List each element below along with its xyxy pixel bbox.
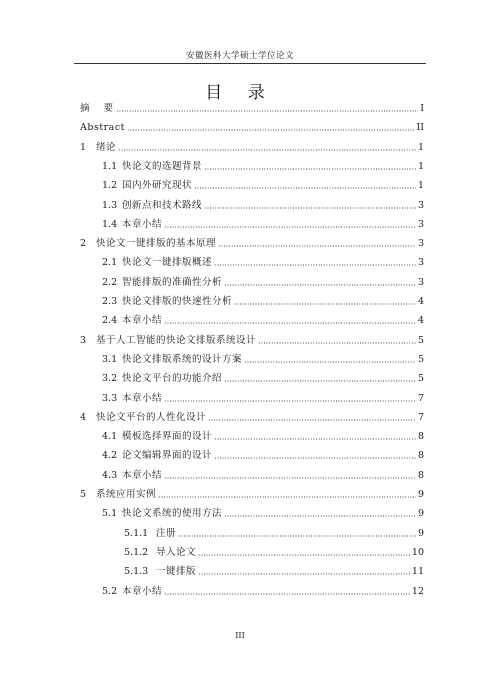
toc-entry-number: 5.2: [102, 585, 118, 597]
toc-entry[interactable]: [102, 506, 424, 520]
toc-entry[interactable]: [80, 236, 424, 250]
toc-entry[interactable]: [80, 487, 424, 501]
toc-entry-page: 8: [417, 431, 424, 443]
toc-entry[interactable]: [102, 391, 424, 405]
toc-title: 目 录: [205, 83, 275, 103]
toc-entry-page: 12: [411, 585, 424, 597]
dot-leader: [224, 515, 416, 517]
toc-entry-number: 2.1: [102, 257, 118, 269]
toc-entry-page: II: [416, 122, 424, 134]
toc-entry-label: 基于人工智能的快论文排版系统设计: [96, 334, 257, 346]
dot-leader: [164, 593, 410, 595]
toc-entry-page: 7: [417, 411, 424, 423]
toc-entry[interactable]: [102, 429, 424, 443]
toc-entry[interactable]: [102, 275, 424, 289]
dot-leader: [204, 168, 416, 170]
toc-entry-page: 1: [417, 180, 424, 192]
toc-entry-label: 快论文的选题背景: [122, 160, 203, 172]
toc-entry-number: 1.1: [102, 160, 118, 172]
header-rule: [74, 63, 426, 64]
dot-leader: [164, 477, 416, 479]
toc-entry-label: 创新点和技术路线: [122, 199, 203, 211]
toc-entry-label: 系统应用实例: [96, 489, 157, 500]
toc-entry-page: 11: [411, 566, 424, 578]
toc-entry-number: 5.1.2: [124, 546, 149, 558]
dot-leader: [214, 264, 416, 266]
toc-entry-label: 智能排版的准确性分析: [122, 276, 223, 288]
toc-entry-label: 一键排版: [156, 566, 197, 578]
dot-leader: [127, 129, 415, 131]
toc-entry[interactable]: [102, 584, 424, 598]
toc-entry-number: 3: [80, 334, 87, 346]
dot-leader: [214, 457, 416, 459]
toc-entry-number: 1.4: [102, 218, 118, 230]
dot-leader: [158, 496, 416, 498]
toc-entry-number: 4.3: [102, 469, 118, 481]
toc-entry-page: 9: [417, 527, 424, 539]
toc-entry[interactable]: [102, 217, 424, 231]
toc-entry-label: 快论文一键排版概述: [122, 257, 213, 269]
dot-leader: [234, 303, 416, 305]
dot-leader: [194, 187, 416, 189]
toc-entry-page: 4: [417, 296, 424, 307]
toc-entry-page: 1: [417, 141, 424, 153]
dot-leader: [258, 342, 416, 344]
toc-entry-label: 注册: [156, 527, 177, 539]
toc-entry-label: 本章小结: [122, 392, 163, 404]
toc-entry-number: 1.3: [102, 199, 118, 211]
dot-leader: [164, 400, 416, 402]
toc-entry-label: 导入论文: [156, 546, 197, 558]
toc-entry-page: 5: [417, 353, 424, 365]
toc-entry-label: 快论文排版系统的设计方案: [122, 353, 243, 365]
toc-entry-page: 3: [417, 257, 424, 269]
toc-entry-number: 4.1: [102, 431, 118, 443]
dot-leader: [178, 535, 416, 537]
toc-entry-number: 2: [80, 238, 87, 250]
dot-leader: [198, 554, 410, 556]
toc-entry[interactable]: [124, 564, 424, 578]
toc-entry[interactable]: [102, 178, 424, 192]
toc-entry[interactable]: [124, 526, 424, 540]
dot-leader: [214, 438, 416, 440]
toc-entry-number: 2.3: [102, 296, 118, 307]
toc-entry[interactable]: [102, 313, 424, 327]
dot-leader: [224, 284, 416, 286]
toc-entry[interactable]: [80, 410, 424, 424]
toc-entry-label: 绪论: [96, 141, 117, 153]
toc-entry-label: 模板选择界面的设计: [122, 431, 213, 443]
toc-entry[interactable]: [80, 140, 424, 154]
toc-entry-label: 快论文平台的人性化设计: [96, 411, 207, 423]
toc-entry-page: 9: [417, 489, 424, 500]
dot-leader: [198, 573, 410, 575]
toc-entry-page: 1: [417, 160, 424, 172]
dot-leader: [116, 110, 419, 112]
toc-entry-number: 5.1: [102, 508, 118, 520]
toc-entry-number: 1: [80, 141, 87, 153]
toc-entry-label: 国内外研究现状: [122, 180, 193, 192]
toc-entry[interactable]: [80, 120, 424, 134]
dot-leader: [208, 419, 416, 421]
toc-entry-page: 8: [417, 469, 424, 481]
dot-leader: [204, 207, 416, 209]
dot-leader: [224, 380, 416, 382]
toc-entry[interactable]: [102, 468, 424, 482]
running-header: 安徽医科大学硕士学位论文: [185, 51, 294, 61]
toc-entry[interactable]: [102, 352, 424, 366]
toc-entry-number: 5: [80, 489, 87, 500]
toc-entry-number: 1.2: [102, 180, 118, 192]
toc-entry[interactable]: [80, 333, 424, 347]
toc-entry[interactable]: [102, 159, 424, 173]
toc-entry-number: 5.1.1: [124, 527, 149, 539]
toc-entry-label: 摘 要: [80, 103, 114, 114]
toc-entry-label: 本章小结: [122, 469, 163, 481]
toc-entry-label: 快论文系统的使用方法: [122, 508, 223, 520]
toc-entry-number: 3.3: [102, 392, 118, 404]
dot-leader: [164, 322, 416, 324]
toc-entry-page: 9: [417, 508, 424, 520]
toc-entry[interactable]: [102, 198, 424, 212]
toc-entry-page: I: [420, 103, 424, 114]
toc-entry-number: 4: [80, 411, 87, 423]
dot-leader: [244, 361, 416, 363]
toc-entry-label: 论文编辑界面的设计: [122, 450, 213, 462]
toc-entry[interactable]: [80, 101, 424, 115]
toc-entry-page: 5: [417, 334, 424, 346]
toc-entry-page: 3: [417, 276, 424, 288]
page-number: III: [235, 631, 245, 640]
toc-entry-number: 2.4: [102, 315, 118, 327]
toc-entry-label: 本章小结: [122, 585, 163, 597]
toc-entry[interactable]: [124, 545, 424, 559]
toc-entry[interactable]: [102, 255, 424, 269]
toc-entry-label: 快论文一键排版的基本原理: [96, 238, 217, 250]
dot-leader: [118, 149, 416, 151]
toc-entry[interactable]: [102, 371, 424, 385]
toc-entry-number: 3.2: [102, 373, 118, 385]
toc-entry-label: 本章小结: [122, 218, 163, 230]
toc-entry-label: 快论文平台的功能介绍: [122, 373, 223, 385]
toc-entry[interactable]: [102, 448, 424, 462]
toc-entry-page: 4: [417, 315, 424, 327]
toc-entry[interactable]: [102, 294, 424, 308]
toc-entry-number: 4.2: [102, 450, 118, 462]
toc-entry-label: Abstract: [80, 122, 125, 134]
toc-entry-page: 3: [417, 199, 424, 211]
toc-entry-page: 3: [417, 238, 424, 250]
toc-entry-label: 快论文排版的快速性分析: [122, 296, 233, 307]
toc-entry-page: 3: [417, 218, 424, 230]
toc-entry-number: 2.2: [102, 276, 118, 288]
toc-entry-page: 10: [411, 546, 424, 558]
dot-leader: [164, 226, 416, 228]
toc-entry-number: 5.1.3: [124, 566, 149, 578]
toc-entry-page: 7: [417, 392, 424, 404]
toc-entry-page: 8: [417, 450, 424, 462]
toc-entry-page: 5: [417, 373, 424, 385]
toc-entry-label: 本章小结: [122, 315, 163, 327]
toc-entry-number: 3.1: [102, 353, 118, 365]
dot-leader: [218, 245, 416, 247]
